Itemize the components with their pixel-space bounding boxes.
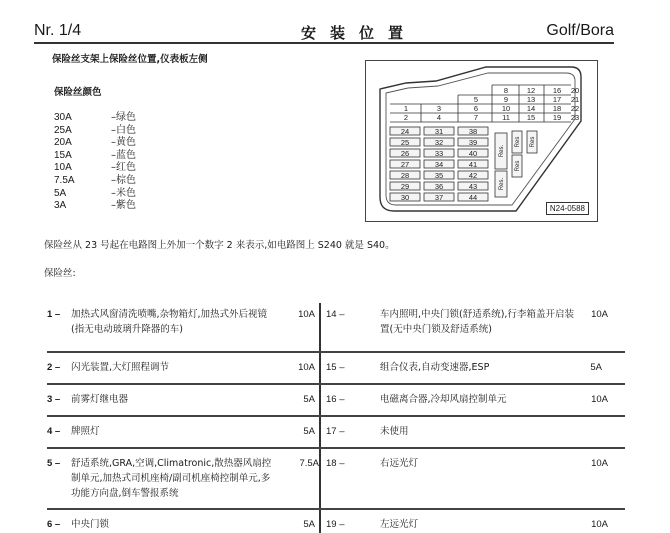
fuse-description: 电磁离合器,冷却风扇控制单元 <box>380 394 507 405</box>
svg-text:13: 13 <box>526 95 536 104</box>
svg-text:9: 9 <box>503 95 509 104</box>
color-name: –蓝色 <box>111 149 136 161</box>
svg-text:4: 4 <box>436 113 442 122</box>
svg-text:17: 17 <box>552 95 562 104</box>
svg-text:34: 34 <box>434 160 444 169</box>
fuse-description: 中央门锁 <box>71 519 110 530</box>
fuse-row <box>47 456 319 504</box>
amp-value: 30A <box>54 112 72 123</box>
fuse-row <box>326 424 608 440</box>
color-legend-row <box>54 137 174 150</box>
fuse-table <box>33 303 625 533</box>
fuse-number: 5 – <box>47 458 61 469</box>
svg-text:33: 33 <box>434 149 444 158</box>
svg-text:44: 44 <box>468 193 478 202</box>
amp-value: 20A <box>54 137 72 149</box>
svg-text:29: 29 <box>400 182 410 191</box>
svg-text:11: 11 <box>502 113 510 122</box>
svg-text:7: 7 <box>473 113 479 122</box>
fuse-number: 14 – <box>326 309 345 320</box>
svg-text:Res.: Res. <box>499 144 505 158</box>
fuse-amperage: 5A <box>303 394 315 405</box>
svg-text:38: 38 <box>468 127 478 136</box>
svg-text:43: 43 <box>468 182 478 191</box>
svg-text:16: 16 <box>552 86 562 95</box>
svg-text:35: 35 <box>434 171 444 180</box>
fuse-number: 17 – <box>326 426 345 437</box>
fuse-description: 左远光灯 <box>380 519 419 530</box>
svg-text:37: 37 <box>434 193 444 202</box>
diagram-code: N24-0588 <box>546 202 589 215</box>
row-divider <box>47 383 625 385</box>
color-legend <box>54 112 174 213</box>
page-header <box>34 22 614 44</box>
color-name: –紫色 <box>111 200 136 212</box>
fuse-amperage: 10A <box>591 309 608 320</box>
svg-text:2: 2 <box>403 113 409 122</box>
svg-text:42: 42 <box>468 171 478 180</box>
fuse-number: 1 – <box>47 309 61 320</box>
color-name: –红色 <box>111 162 136 174</box>
svg-text:10: 10 <box>501 104 511 113</box>
color-name: –米色 <box>111 187 136 199</box>
fuse-row <box>326 456 608 472</box>
fuse-number: 18 – <box>326 458 345 469</box>
svg-text:5: 5 <box>473 95 479 104</box>
amp-value: 15A <box>54 149 72 161</box>
color-legend-row <box>54 112 174 125</box>
fuse-row <box>47 392 315 408</box>
fuse-row <box>47 517 315 533</box>
section-subtitle: 保险丝支架上保险丝位置,仪表板左侧 <box>52 54 208 65</box>
fuse-number: 15 – <box>326 362 345 373</box>
fuse-number: 3 – <box>47 394 61 405</box>
column-divider <box>319 303 321 533</box>
color-legend-row <box>54 162 174 175</box>
svg-text:41: 41 <box>468 160 478 169</box>
svg-text:36: 36 <box>434 182 444 191</box>
svg-text:28: 28 <box>400 171 410 180</box>
fuse-number: 4 – <box>47 426 61 437</box>
svg-text:23: 23 <box>570 113 580 122</box>
fuse-row <box>47 360 315 376</box>
fuse-amperage: 7.5A <box>299 458 319 469</box>
fuse-row <box>326 392 608 408</box>
svg-text:15: 15 <box>526 113 536 122</box>
fuse-box-diagram <box>365 60 598 222</box>
fuse-number: 2 – <box>47 362 61 373</box>
color-legend-row <box>54 150 174 163</box>
amp-value: 5A <box>54 187 67 199</box>
page-title: 安装位置 <box>301 24 418 42</box>
fuse-description: 舒适系统,GRA,空调,Climatronic,散热器风扇控制单元,加热式司机座椅/副司机座椅控制单元,多功能方向盘,倒车警报系统 <box>71 458 272 499</box>
fuse-description: 未使用 <box>380 426 409 437</box>
svg-text:21: 21 <box>570 95 580 104</box>
row-divider <box>47 447 625 449</box>
vehicle-model: Golf/Bora <box>546 22 614 39</box>
svg-text:19: 19 <box>552 113 562 122</box>
fuse-description: 车内照明,中央门锁(舒适系统),行李箱盖开启装置(无中央门锁及舒适系统) <box>380 309 574 335</box>
color-name: –白色 <box>111 124 136 136</box>
fuse-description: 闪光装置,大灯照程调节 <box>71 362 170 373</box>
amp-value: 3A <box>54 200 67 212</box>
svg-text:26: 26 <box>400 149 410 158</box>
svg-text:3: 3 <box>436 104 442 113</box>
fuse-row <box>326 517 608 533</box>
numbering-note: 保险丝从 23 号起在电路图上外加一个数字 2 来表示,如电路图上 S240 就是 S40。 <box>44 240 395 251</box>
svg-text:Res: Res <box>515 136 521 148</box>
svg-text:31: 31 <box>434 127 444 136</box>
amp-value: 10A <box>54 162 72 174</box>
color-name: –棕色 <box>111 174 136 186</box>
page-number: Nr. 1/4 <box>34 22 82 39</box>
row-divider <box>47 351 625 353</box>
fuse-row <box>326 307 608 347</box>
svg-text:20: 20 <box>570 86 580 95</box>
fuse-description: 右远光灯 <box>380 458 419 469</box>
svg-text:Res: Res <box>530 136 536 148</box>
fuse-row <box>47 424 315 440</box>
fuse-description: 前雾灯继电器 <box>71 394 129 405</box>
fuses-heading: 保险丝: <box>44 268 76 279</box>
svg-text:8: 8 <box>503 86 509 95</box>
fuse-number: 6 – <box>47 519 61 530</box>
svg-text:30: 30 <box>400 193 410 202</box>
svg-text:22: 22 <box>570 104 580 113</box>
svg-text:1: 1 <box>403 104 409 113</box>
color-name: –绿色 <box>111 112 136 123</box>
fuse-description: 组合仪表,自动变速器,ESP <box>380 362 490 373</box>
fuse-amperage: 10A <box>591 394 608 405</box>
svg-text:39: 39 <box>468 138 478 147</box>
color-legend-row <box>54 188 174 201</box>
color-legend-row <box>54 175 174 188</box>
svg-text:12: 12 <box>526 86 536 95</box>
color-legend-row <box>54 200 174 213</box>
svg-text:40: 40 <box>468 149 478 158</box>
svg-text:14: 14 <box>526 104 536 113</box>
fuse-row <box>47 307 315 347</box>
row-divider <box>47 415 625 417</box>
svg-text:24: 24 <box>400 127 410 136</box>
fuse-amperage: 5A <box>303 426 315 437</box>
color-legend-row <box>54 125 174 138</box>
fuse-description: 牌照灯 <box>71 426 100 437</box>
svg-text:27: 27 <box>400 160 410 169</box>
svg-text:18: 18 <box>552 104 562 113</box>
svg-text:Res: Res <box>515 160 521 172</box>
svg-text:25: 25 <box>400 138 410 147</box>
fuse-amperage: 10A <box>298 309 315 320</box>
amp-value: 25A <box>54 124 72 136</box>
color-name: –黄色 <box>111 137 136 149</box>
fuse-amperage: 10A <box>591 458 608 469</box>
fuse-description: 加热式风窗清洗喷嘴,杂物箱灯,加热式外后视镜(指无电动玻璃升降器的车) <box>71 309 268 335</box>
fuse-amperage: 10A <box>591 519 608 530</box>
fuse-number: 19 – <box>326 519 345 530</box>
color-legend-heading: 保险丝颜色 <box>54 87 102 98</box>
fuse-box-outline <box>366 61 599 223</box>
svg-text:Res.: Res. <box>499 177 505 191</box>
fuse-row <box>326 360 608 376</box>
svg-text:32: 32 <box>434 138 444 147</box>
row-divider <box>47 508 625 510</box>
svg-text:6: 6 <box>473 104 479 113</box>
fuse-amperage: 5A <box>303 519 315 530</box>
fuse-amperage: 10A <box>298 362 315 373</box>
fuse-amperage: 5A <box>590 362 602 373</box>
fuse-number: 16 – <box>326 394 345 405</box>
amp-value: 7.5A <box>54 174 75 186</box>
